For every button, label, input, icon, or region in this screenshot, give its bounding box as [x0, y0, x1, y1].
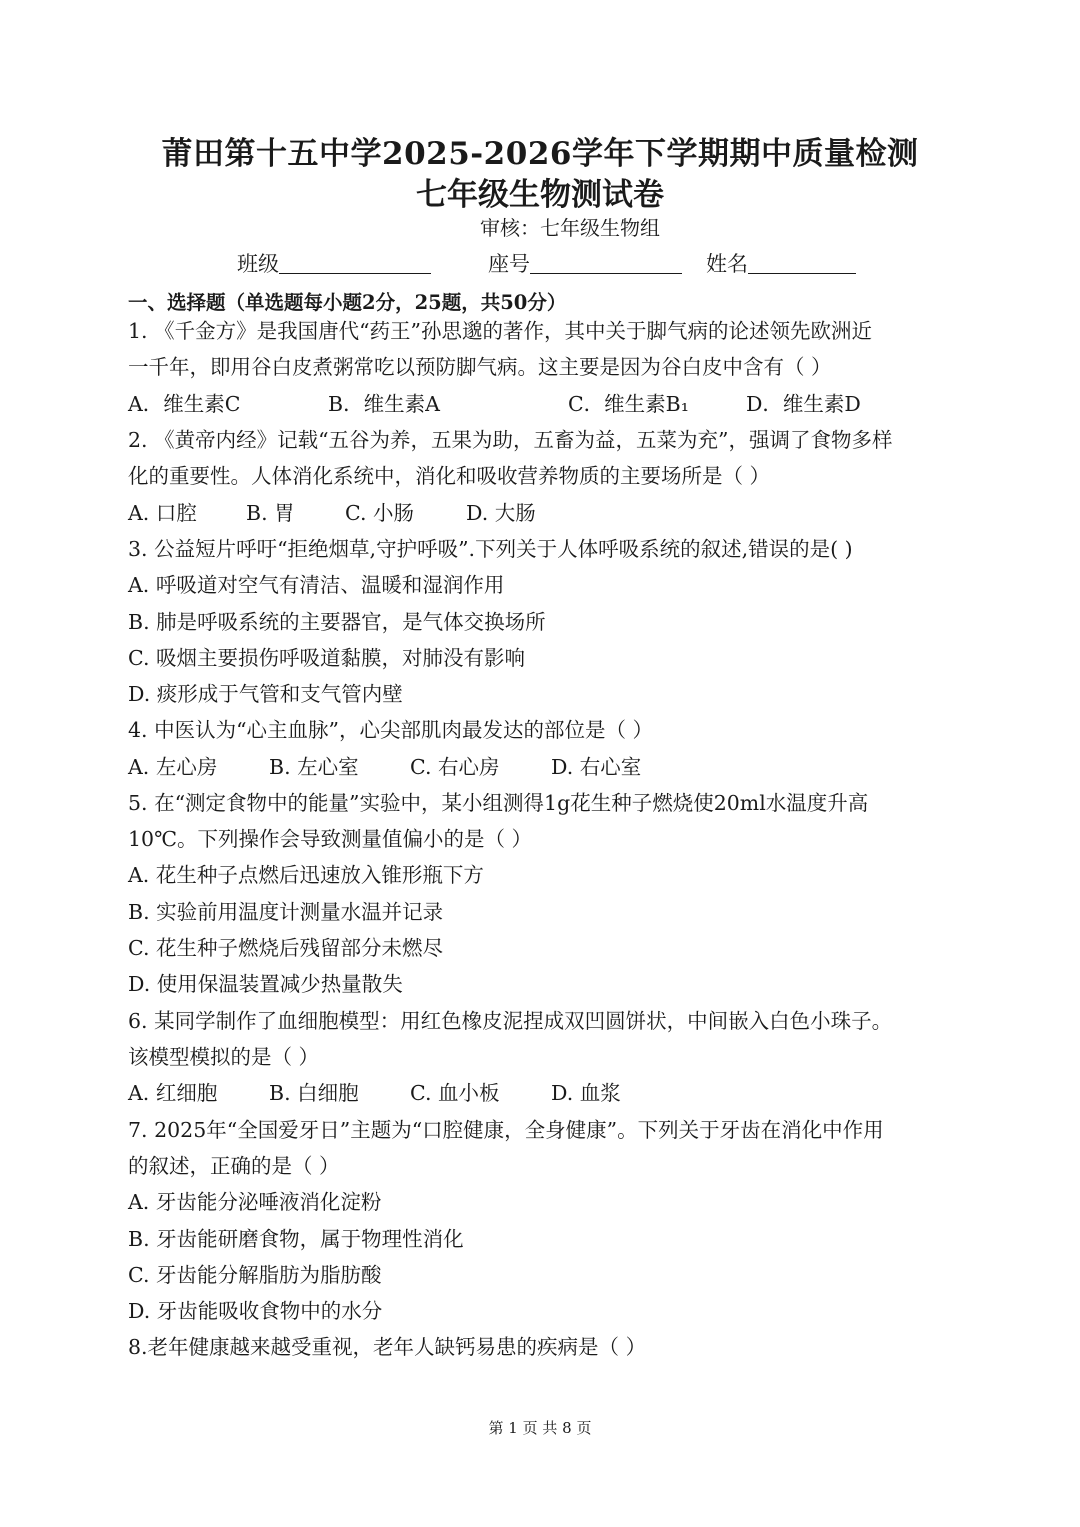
- name-blank[interactable]: [748, 251, 856, 274]
- name-field: [706, 248, 856, 278]
- exam-title: 莆田第十五中学2025-2026学年下学期期中质量检测: [161, 136, 919, 172]
- option-d: D. 大肠: [466, 501, 536, 525]
- question-7-option-d: D. 牙齿能吸收食物中的水分: [128, 1299, 383, 1323]
- reviewer-note: 审核：七年级生物组: [480, 216, 660, 240]
- seat-blank[interactable]: [530, 251, 682, 274]
- seat-field: [488, 248, 682, 278]
- seat-label: 座号: [488, 252, 530, 276]
- question-7-line-2: 的叙述，正确的是（ ）: [128, 1154, 340, 1178]
- question-6-line-2: 该模型模拟的是（ ）: [128, 1045, 320, 1069]
- option-c: C. 小肠: [345, 501, 414, 525]
- class-label: 班级: [237, 252, 279, 276]
- option-a: A. 左心房: [128, 755, 218, 779]
- question-5-option-d: D. 使用保温装置减少热量散失: [128, 972, 403, 996]
- question-7-option-a: A. 牙齿能分泌唾液消化淀粉: [128, 1190, 382, 1214]
- question-5-option-c: C. 花生种子燃烧后残留部分未燃尽: [128, 936, 443, 960]
- option-c: C．维生素B₁: [568, 392, 689, 416]
- question-1-line-2: 一千年，即用谷白皮煮粥常吃以预防脚气病。这主要是因为谷白皮中含有（ ）: [128, 355, 832, 379]
- page-footer: 第 1 页 共 8 页: [488, 1419, 592, 1437]
- question-3-option-b: B. 肺是呼吸系统的主要器官，是气体交换场所: [128, 610, 546, 634]
- class-field: [237, 248, 431, 278]
- option-b: B. 白细胞: [269, 1081, 359, 1105]
- question-2-line-2: 化的重要性。人体消化系统中，消化和吸收营养物质的主要场所是（ ）: [128, 464, 771, 488]
- question-6-line-1: 6. 某同学制作了血细胞模型：用红色橡皮泥捏成双凹圆饼状，中间嵌入白色小珠子。: [128, 1009, 893, 1033]
- question-3-option-d: D. 痰形成于气管和支气管内壁: [128, 682, 403, 706]
- question-7-line-1: 7. 2025年“全国爱牙日”主题为“口腔健康，全身健康”。下列关于牙齿在消化中作用: [128, 1118, 884, 1142]
- option-b: B. 左心室: [269, 755, 359, 779]
- option-d: D．维生素D: [746, 392, 861, 416]
- question-7-option-c: C. 牙齿能分解脂肪为脂肪酸: [128, 1263, 382, 1287]
- name-label: 姓名: [706, 252, 748, 276]
- question-3-option-c: C. 吸烟主要损伤呼吸道黏膜，对肺没有影响: [128, 646, 525, 670]
- question-5-line-2: 10℃。下列操作会导致测量值偏小的是（ ）: [128, 827, 533, 851]
- question-5-line-1: 5. 在“测定食物中的能量”实验中，某小组测得1g花生种子燃烧使20ml水温度升高: [128, 791, 869, 815]
- question-5-option-b: B. 实验前用温度计测量水温并记录: [128, 900, 444, 924]
- question-4-line-1: 4. 中医认为“心主血脉”，心尖部肌肉最发达的部位是（ ）: [128, 718, 654, 742]
- option-a: A. 口腔: [128, 501, 197, 525]
- question-3-option-a: A. 呼吸道对空气有清洁、温暖和湿润作用: [128, 573, 505, 597]
- option-b: B．维生素A: [328, 392, 440, 416]
- exam-subtitle: 七年级生物测试卷: [416, 177, 664, 213]
- option-a: A．维生素C: [128, 392, 241, 416]
- section-title: 一、选择题（单选题每小题2分，25题，共50分）: [128, 291, 567, 314]
- option-c: C. 右心房: [410, 755, 500, 779]
- question-5-option-a: A. 花生种子点燃后迅速放入锥形瓶下方: [128, 863, 484, 887]
- question-1-line-1: 1. 《千金方》是我国唐代“药王”孙思邈的著作，其中关于脚气病的论述领先欧洲近: [128, 319, 873, 343]
- question-3-line-1: 3. 公益短片呼吁“拒绝烟草,守护呼吸”.下列关于人体呼吸系统的叙述,错误的是( ): [128, 537, 853, 561]
- class-blank[interactable]: [279, 251, 431, 274]
- option-c: C. 血小板: [410, 1081, 500, 1105]
- option-b: B. 胃: [246, 501, 295, 525]
- question-7-option-b: B. 牙齿能研磨食物，属于物理性消化: [128, 1227, 464, 1251]
- question-8-line-1: 8.老年健康越来越受重视，老年人缺钙易患的疾病是（ ）: [128, 1335, 647, 1359]
- option-d: D. 右心室: [551, 755, 642, 779]
- option-d: D. 血浆: [551, 1081, 621, 1105]
- option-a: A. 红细胞: [128, 1081, 218, 1105]
- question-2-line-1: 2. 《黄帝内经》记载“五谷为养，五果为助，五畜为益，五菜为充”，强调了食物多样: [128, 428, 893, 452]
